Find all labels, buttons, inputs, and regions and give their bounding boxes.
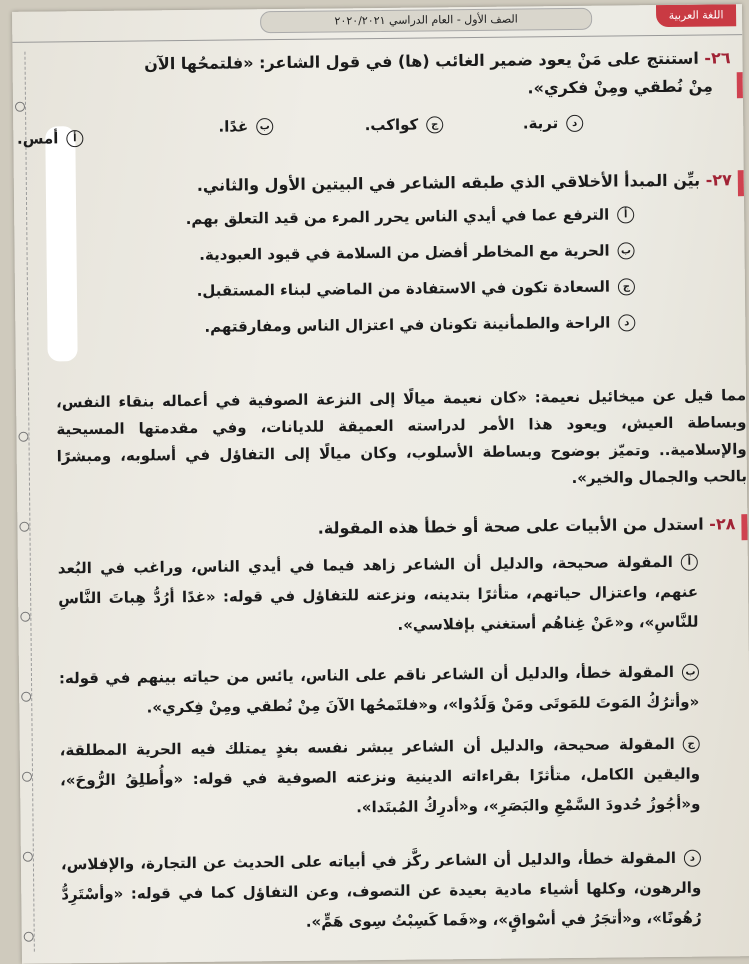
option-letter: د — [566, 115, 583, 132]
option-letter: ج — [618, 278, 635, 295]
question-marker — [737, 72, 743, 98]
binding-hole — [20, 612, 30, 622]
page-header — [12, 4, 742, 43]
q28-title-line — [318, 514, 736, 537]
option-letter: ب — [682, 664, 699, 681]
option-letter: ج — [683, 736, 700, 753]
header-banner: الصف الأول - العام الدراسي ٢٠٢٠/٢٠٢١ — [260, 8, 592, 33]
option-letter: ب — [617, 242, 634, 259]
binding-hole — [19, 522, 29, 532]
option-letter: أ — [681, 554, 698, 571]
binding-hole — [24, 932, 34, 942]
q28-title: استدل من الأبيات على صحة أو خطأ هذه المقولة. — [317, 514, 704, 538]
q26-line1 — [144, 48, 731, 73]
redaction-mark — [45, 126, 77, 361]
q28-number: ٢٨- — [709, 514, 736, 534]
q26-option-d[interactable]: دتربة. — [523, 114, 584, 133]
option-letter: ب — [256, 118, 273, 135]
q28-option-d[interactable]: دالمقولة خطأ، والدليل أن الشاعر ركَّز في أبياته على الحديث عن التجارة، والإفلاس، والرهون، وكلها أشياء مادية بعيدة عن التصوف، وعن التفاؤل كما في قوله: «وأسْتَرِدُّ رُهُونًا»، و«أتجَرُ في أسْواقٍ»، و«فَما كَسِبْتُ سِوى هَمٍّ». — [60, 848, 702, 931]
q27-option-c[interactable]: جالسعادة تكون في الاستفادة من الماضي لبناء المستقبل. — [197, 277, 635, 300]
exam-page — [12, 4, 749, 964]
binding-margin — [12, 52, 34, 952]
q28-option-a[interactable]: أالمقولة صحيحة، والدليل أن الشاعر زاهد فيما في أيدي الناس، وراغب في البُعد عنهم، واعتزال حياتهم، متأثرًا بتدينه، ونزعته للتفاؤل في قوله: «غدًا أرُدُّ هِباتَ النَّاسِ للنَّاسِ»، و«عَنْ غِناهُم أستغني بإفلاسي». — [57, 552, 699, 634]
subject-tag: اللغة العربية — [656, 4, 736, 27]
q28-option-b[interactable]: بالمقولة خطأ، والدليل أن الشاعر ناقم على الناس، يائس من حياته بينهم في قوله: «وأترُكُ المَوتَ للمَوتَى ومَنْ وَلَدُوا»، و«فلتَمحُها الآنَ مِنْ نُطقي ومِنْ فِكري». — [58, 662, 700, 717]
q28-option-c[interactable]: جالمقولة صحيحة، والدليل أن الشاعر يبشر نفسه بغدٍ يمتلك فيه الحرية المطلقة، واليقين الكامل، متأثرًا بقراءاته الدينية ونزعته الصوفية في قوله: «وأُطلِقُ الرُّوحَ»، و«أجُوزُ حُدودَ السَّمْعِ والبَصَرِ»، و«أدرِكُ المُبتَدا». — [59, 734, 701, 817]
binding-hole — [22, 772, 32, 782]
q27-option-d[interactable]: دالراحة والطمأنينة تكونان في اعتزال الناس ومفارقتهم. — [204, 313, 635, 336]
q27-title-line — [197, 170, 732, 195]
binding-hole — [18, 432, 28, 442]
passage-text: مما قيل عن ميخائيل نعيمة: «كان نعيمة ميالًا إلى النزعة الصوفية في أعماله بنقاء النفس، وبساطة العيش، ويعود هذا الأمر لدراسته العميقة للديانات، وفي مقدمتها المسيحية والإسلامية.. وتميّز بوضوح وبساطة الأسلوب، وكان ميالًا إلى التفاؤل في أسلوبه، ومبشرًا بالحب والجمال والخير». — [56, 386, 748, 487]
binding-hole — [21, 692, 31, 702]
option-letter: أ — [66, 130, 83, 147]
binding-hole — [23, 852, 33, 862]
q27-number: ٢٧- — [705, 170, 732, 190]
q26-number: ٢٦- — [704, 48, 731, 68]
option-letter: ج — [426, 116, 443, 133]
q26-text: استنتج على مَنْ يعود ضمير الغائب (ها) في قول الشاعر: «فلتمحُها الآن — [144, 48, 699, 74]
binding-hole — [15, 102, 25, 112]
question-marker — [738, 170, 744, 196]
q27-option-b[interactable]: بالحرية مع المخاطر أفضل من السلامة في قيود العبودية. — [199, 241, 635, 264]
question-marker — [741, 514, 747, 540]
option-letter: د — [684, 850, 701, 867]
q27-option-a[interactable]: أالترفع عما في أيدي الناس يحرر المرء من قيد التعلق بهم. — [186, 205, 635, 228]
q26-option-b[interactable]: بغدًا. — [218, 117, 273, 136]
option-letter: د — [618, 314, 635, 331]
option-letter: أ — [617, 206, 634, 223]
q26-option-a[interactable]: أأمس. — [17, 129, 84, 148]
q26-line2: مِنْ نُطقي ومِنْ فكري». — [527, 76, 713, 98]
q26-option-c[interactable]: جكواكب. — [365, 115, 444, 134]
q27-title: بيِّن المبدأ الأخلاقي الذي طبقه الشاعر في البيتين الأول والثاني. — [196, 170, 701, 195]
